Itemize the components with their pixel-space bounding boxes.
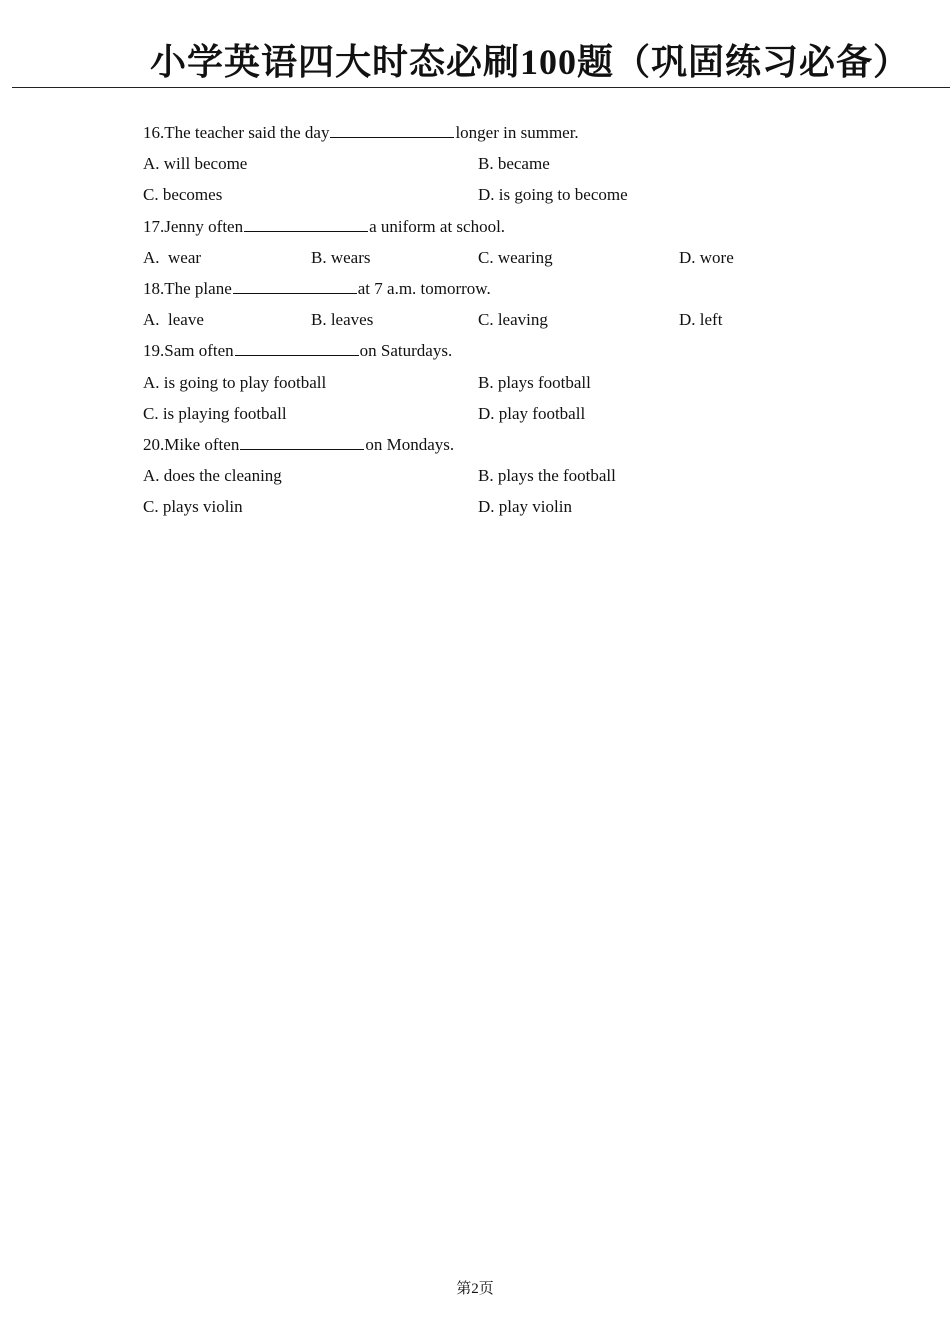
stem-after: a uniform at school. bbox=[369, 216, 506, 236]
option-row bbox=[143, 460, 843, 491]
stem-before: 16.The teacher said the day bbox=[143, 123, 330, 142]
question-stem bbox=[143, 335, 843, 366]
question-stem bbox=[143, 273, 843, 304]
option-a: A. will become bbox=[143, 154, 248, 174]
page-title: 小学英语四大时态必刷100题（巩固练习必备） bbox=[150, 42, 911, 82]
option-row bbox=[143, 491, 843, 522]
option-row bbox=[143, 367, 843, 398]
answer-blank bbox=[240, 431, 364, 450]
option-a: A. is going to play football bbox=[143, 372, 327, 392]
question-stem bbox=[143, 429, 843, 460]
question-stem bbox=[143, 117, 843, 148]
option-d: D. wore bbox=[679, 247, 734, 267]
question-list bbox=[143, 117, 843, 522]
option-b: B. became bbox=[478, 154, 550, 174]
option-c: C. leaving bbox=[478, 310, 548, 330]
option-a: A. wear bbox=[143, 247, 202, 267]
answer-blank bbox=[233, 275, 357, 294]
option-row bbox=[143, 398, 843, 429]
stem-before: 20.Mike often bbox=[143, 434, 240, 454]
option-c: C. plays violin bbox=[143, 497, 243, 517]
option-c: C. is playing football bbox=[143, 403, 287, 423]
option-d: D. play violin bbox=[478, 497, 572, 517]
option-row bbox=[143, 304, 843, 335]
answer-blank bbox=[235, 337, 359, 356]
stem-after: longer in summer. bbox=[455, 123, 579, 142]
stem-after: on Mondays. bbox=[365, 434, 455, 454]
option-b: B. plays football bbox=[478, 372, 591, 392]
header-divider bbox=[12, 87, 950, 88]
option-d: D. left bbox=[679, 310, 723, 330]
option-c: C. wearing bbox=[478, 247, 553, 267]
stem-after: at 7 a.m. tomorrow. bbox=[357, 278, 491, 298]
option-a: A. does the cleaning bbox=[143, 466, 282, 486]
option-b: B. plays the football bbox=[478, 466, 616, 486]
option-c: C. becomes bbox=[143, 185, 223, 205]
option-row bbox=[143, 242, 843, 273]
answer-blank bbox=[330, 119, 454, 138]
option-a: A. leave bbox=[143, 310, 204, 330]
option-d: D. play football bbox=[478, 403, 586, 423]
option-b: B. wears bbox=[311, 247, 371, 267]
option-row bbox=[143, 148, 843, 179]
answer-blank bbox=[244, 213, 368, 232]
stem-before: 17.Jenny often bbox=[143, 216, 244, 236]
stem-before: 19.Sam often bbox=[143, 341, 234, 361]
option-row bbox=[143, 179, 843, 210]
stem-before: 18.The plane bbox=[143, 278, 232, 298]
stem-after: on Saturdays. bbox=[359, 341, 453, 361]
question-stem bbox=[143, 211, 843, 242]
option-d: D. is going to become bbox=[478, 185, 628, 205]
option-b: B. leaves bbox=[311, 310, 374, 330]
page-number: 第2页 bbox=[456, 1281, 494, 1297]
